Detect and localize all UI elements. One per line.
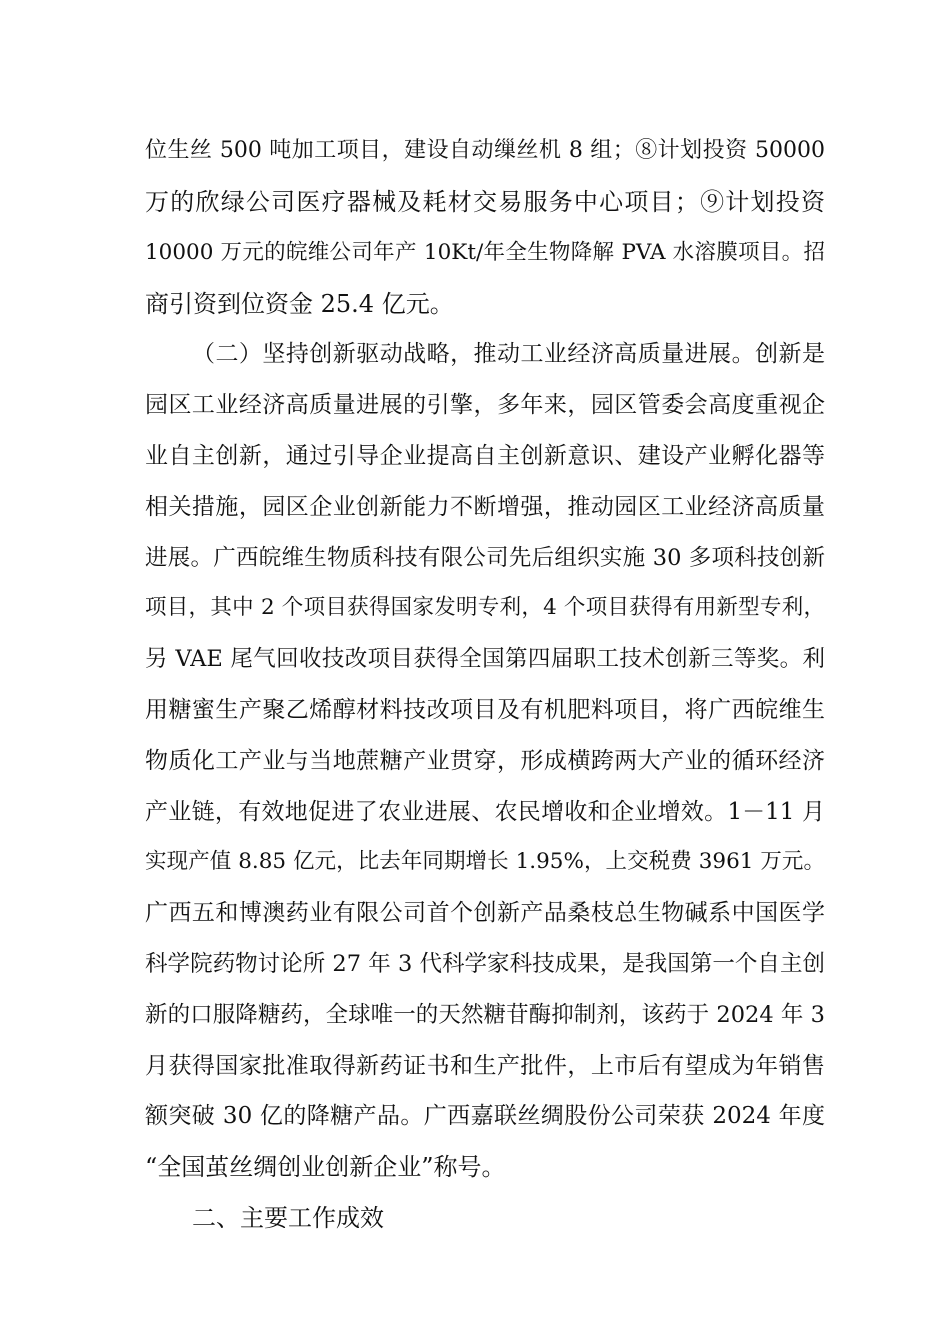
paragraph-line: 园区工业经济高质量进展的引擎，多年来，园区管委会高度重视企: [145, 392, 825, 418]
paragraph-line: 位生丝 500 吨加工项目，建设自动缫丝机 8 组；⑧计划投资 50000: [145, 138, 825, 163]
paragraph-line: 月获得国家批准取得新药证书和生产批件，上市后有望成为年销售: [145, 1053, 825, 1079]
paragraph-line: 用糖蜜生产聚乙烯醇材料技改项目及有机肥料项目，将广西皖维生: [145, 697, 825, 723]
paragraph-line: 进展。广西皖维生物质科技有限公司先后组织实施 30 多项科技创新: [145, 545, 825, 571]
paragraph-line: 商引资到位资金 25.4 亿元。: [145, 290, 454, 318]
paragraph-line: 实现产值 8.85 亿元，比去年同期增长 1.95%，上交税费 3961 万元。: [145, 849, 825, 874]
section-heading: 二、主要工作成效: [192, 1204, 384, 1232]
paragraph-line: 科学院药物讨论所 27 年 3 代科学家科技成果，是我国第一个自主创: [145, 951, 825, 977]
paragraph-line: 另 VAE 尾气回收技改项目获得全国第四届职工技术创新三等奖。利: [145, 646, 825, 672]
paragraph-line: 万的欣绿公司医疗器械及耗材交易服务中心项目；⑨计划投资: [145, 188, 825, 216]
paragraph-line: 10000 万元的皖维公司年产 10Kt/年全生物降解 PVA 水溶膜项目。招: [145, 240, 825, 265]
paragraph-line: 产业链，有效地促进了农业进展、农民增收和企业增效。1－11 月: [145, 799, 825, 825]
paragraph-line: 广西五和博澳药业有限公司首个创新产品桑枝总生物碱系中国医学: [145, 900, 825, 926]
paragraph-line: 项目，其中 2 个项目获得国家发明专利，4 个项目获得有用新型专利，: [145, 595, 825, 620]
paragraph-line: 额突破 30 亿的降糖产品。广西嘉联丝绸股份公司荣获 2024 年度: [145, 1103, 825, 1129]
paragraph-line: 新的口服降糖药，全球唯一的天然糖苷酶抑制剂，该药于 2024 年 3: [145, 1002, 825, 1028]
paragraph-line: “全国茧丝绸创业创新企业”称号。: [145, 1153, 506, 1181]
paragraph-line: （二）坚持创新驱动战略，推动工业经济高质量进展。创新是: [192, 341, 825, 367]
paragraph-line: 物质化工产业与当地蔗糖产业贯穿，形成横跨两大产业的循环经济: [145, 748, 825, 774]
paragraph-line: 业自主创新，通过引导企业提高自主创新意识、建设产业孵化器等: [145, 443, 825, 469]
paragraph-line: 相关措施，园区企业创新能力不断增强，推动园区工业经济高质量: [145, 494, 825, 520]
